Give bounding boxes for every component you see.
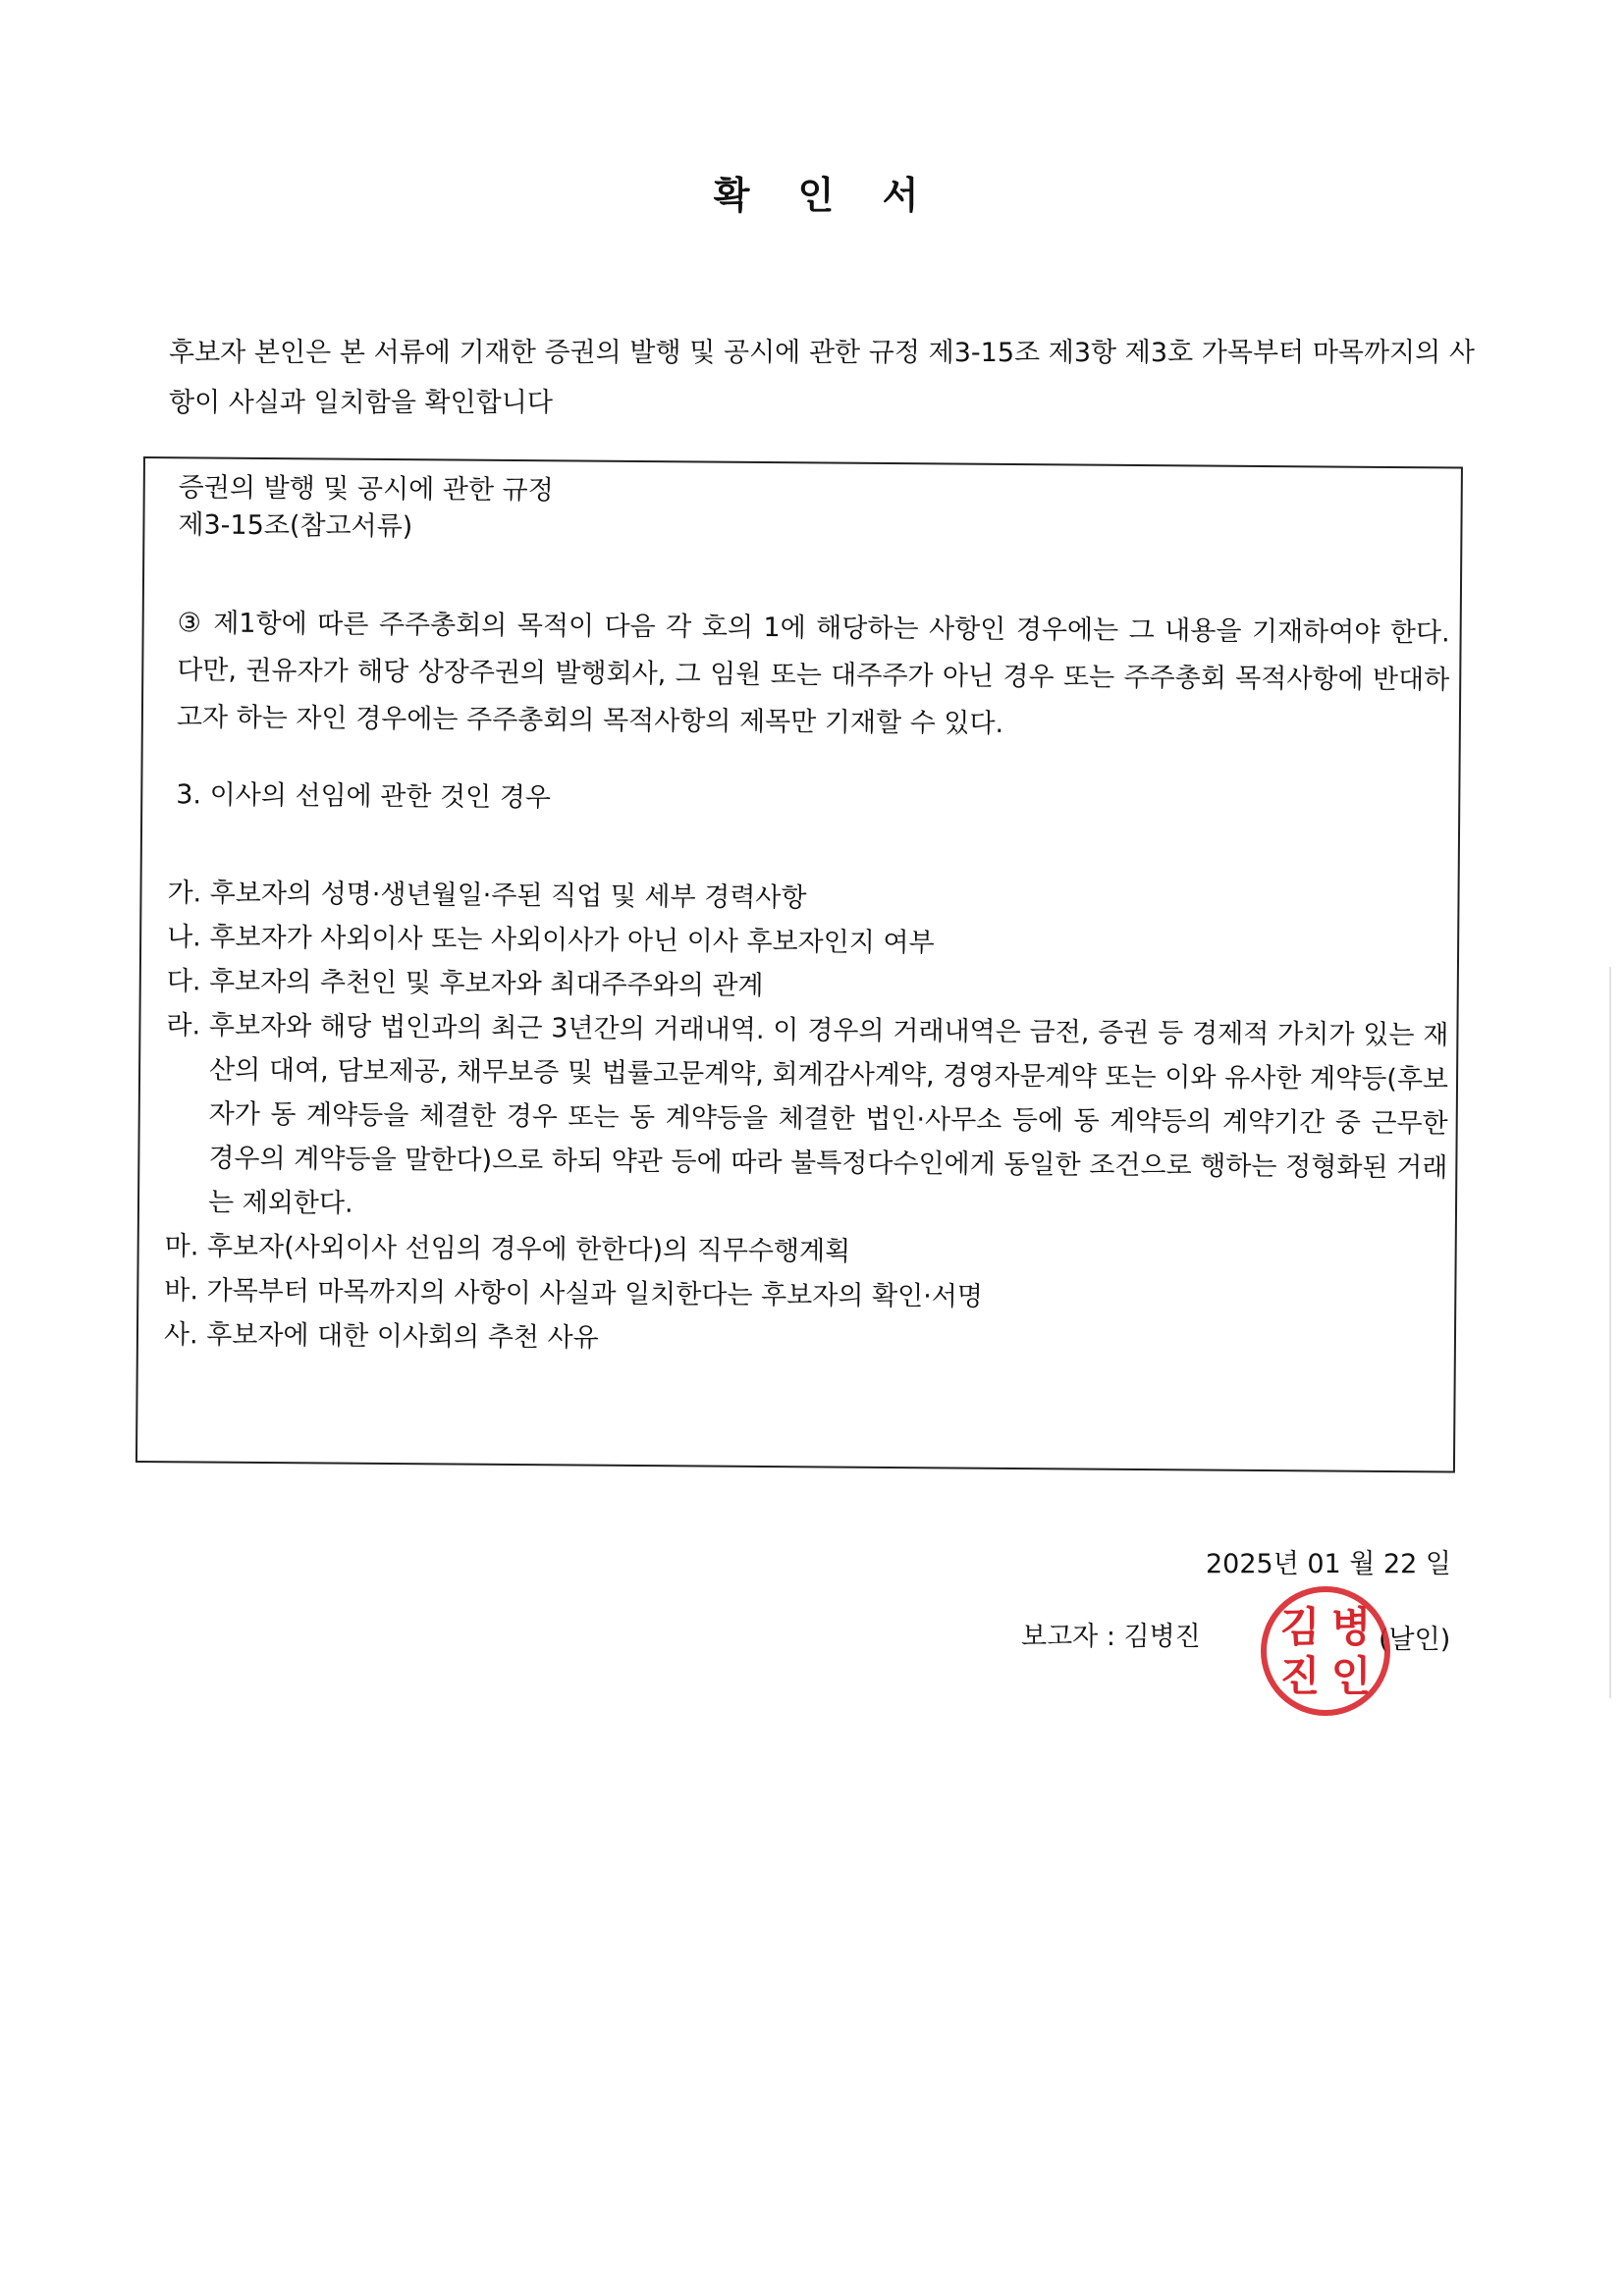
seal-char: 인	[1330, 1652, 1372, 1700]
list-item: 바. 가목부터 마목까지의 사항이 사실과 일치한다는 후보자의 확인·서명	[164, 1275, 984, 1312]
seal-char: 진	[1279, 1652, 1321, 1700]
list-item: 사. 후보자에 대한 이사회의 추천 사유	[163, 1319, 599, 1354]
regulation-box	[135, 456, 1463, 1473]
list-item: 가. 후보자의 성명·생년월일·주된 직업 및 세부 경력사항	[167, 878, 807, 914]
subsection-heading: 3. 이사의 선임에 관한 것인 경우	[176, 779, 552, 814]
list-item: 나. 후보자가 사외이사 또는 사외이사가 아닌 이사 후보자인지 여부	[167, 922, 935, 959]
seal-char: 병	[1330, 1603, 1372, 1651]
scan-edge-line	[1609, 967, 1611, 1698]
reporter-name: 보고자 : 김병진	[1021, 1622, 1201, 1652]
regulation-article: 제3-15조(참고서류)	[178, 509, 413, 543]
document-date: 2025년 01 월 22 일	[1205, 1549, 1451, 1579]
list-item: 마. 후보자(사외이사 선임의 경우에 한한다)의 직무수행계획	[164, 1231, 851, 1267]
intro-statement: 후보자 본인은 본 서류에 기재한 증권의 발행 및 공시에 관한 규정 제3-15조 제3항 제3호 가목부터 마목까지의 사항이 사실과 일치함을 확인합니다	[169, 338, 1475, 418]
seal-char: 김	[1279, 1603, 1321, 1651]
list-item: 다. 후보자의 추천인 및 후보자와 최대주주와의 관계	[166, 966, 764, 1001]
document-title: 확 인 서	[713, 174, 937, 217]
red-seal-stamp	[1257, 1582, 1394, 1720]
seal-note: (날인)	[1379, 1625, 1451, 1655]
list-item: 라. 후보자와 해당 법인과의 최근 3년간의 거래내역. 이 경우의 거래내역은 금전, 증권 등 경제적 가치가 있는 재산의 대여, 담보제공, 채무보증 및 법률고문계약, 회계감사계약, 경영자문계약 또는 이와 유사한 계약등(후보자가 동 계약등을 체결한 경우 또는 동 계약등을 체결한 법인·사무소 등에 동 계약등의 계약기간 중 근무한 경우의 계약등을 말한다)으로 하되 약관 등에 따라 불특정다수인에게 동일한 조건으로 행하는 정형화된 거래는 제외한다.	[166, 1010, 1449, 1219]
regulation-paragraph: ③ 제1항에 따른 주주총회의 목적이 다음 각 호의 1에 해당하는 사항인 경우에는 그 내용을 기재하여야 한다. 다만, 권유자가 해당 상장주권의 발행회사, 그 임원 또는 대주주가 아닌 경우 또는 주주총회 목적사항에 반대하고자 하는 자인 경우에는 주주총회의 목적사항의 제목만 기재할 수 있다.	[176, 608, 1450, 739]
requirement-list	[164, 871, 1450, 1366]
regulation-name: 증권의 발행 및 공시에 관한 규정	[178, 472, 554, 507]
